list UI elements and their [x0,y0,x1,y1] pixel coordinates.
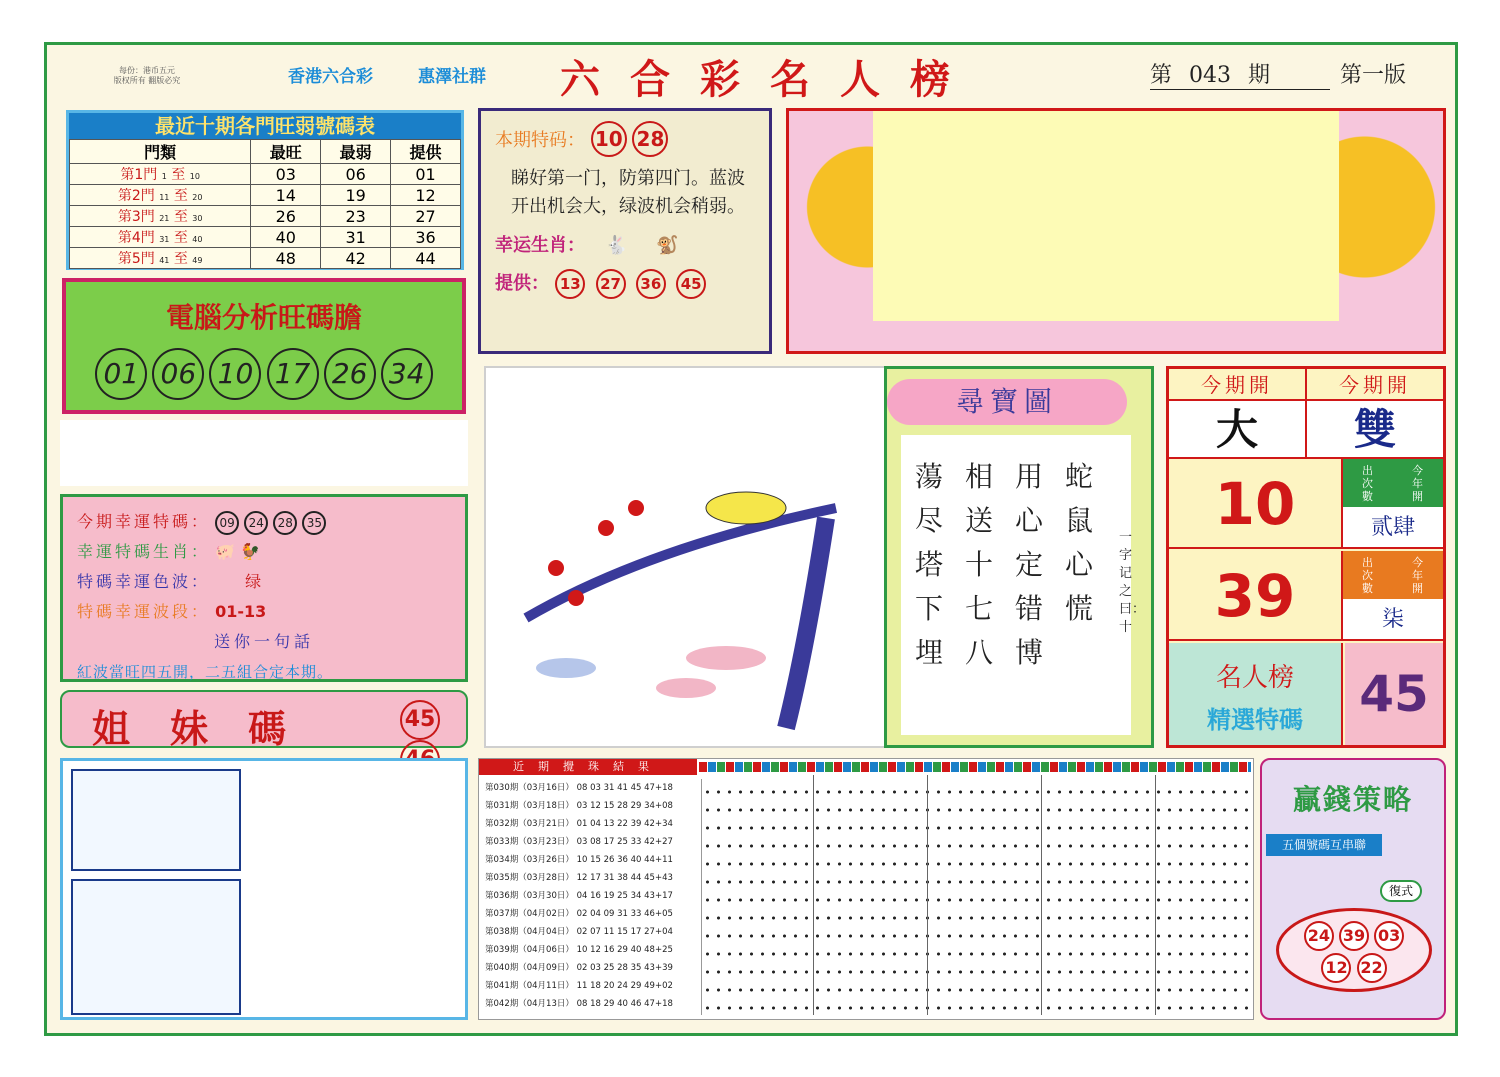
table-row [70,227,461,248]
page-title: 六合彩名人榜 [560,56,980,103]
poem-char: 蛇 [1065,460,1094,493]
history-row [485,869,697,887]
poem-col [915,455,949,675]
num2-side [1343,551,1443,599]
lucky-label-4: 特碼幸運波段： [77,602,211,621]
poem-grid [915,455,1115,715]
give-cell: 44 [391,248,461,269]
door-label: 第3門 [117,209,155,225]
open2-header: 今期開 [1307,369,1443,401]
lucky-line-3 [77,567,451,597]
history-row [485,905,697,923]
poem-char: 博 [1015,636,1044,669]
poem-char: 八 [965,636,994,669]
num2-side-a: 出次數 [1362,555,1373,595]
strategy-row-1 [1279,921,1429,951]
lucky-ball: 28 [273,511,297,535]
history-row-nums: 12 17 31 38 44 45+43 [576,873,673,883]
best-cell: 14 [251,185,321,206]
strategy-title: 贏錢策略 [1292,783,1413,816]
range-to: 49 [192,256,203,265]
squirrel-scene [486,368,884,746]
lucky-ball: 24 [244,511,268,535]
poem-char: 下 [915,592,944,625]
strategy-ball: 03 [1374,921,1404,951]
mingren-label: 名人榜 [1215,663,1294,693]
history-row-nums: 11 18 20 24 29 49+02 [576,981,673,991]
lucky-ball: 09 [215,511,239,535]
table-header: 提供 [391,140,461,164]
num1-side-a: 出次數 [1362,463,1373,503]
special-ball: 28 [632,121,668,157]
brand-1: 香港六合彩 [288,67,373,87]
best-cell: 40 [251,227,321,248]
copyright-text: 版权所有 翻版必究 [113,76,181,85]
treasure-box [884,366,1154,748]
lucky-line-4 [77,597,451,627]
worst-cell: 06 [321,164,391,185]
treasure-side-note: 一字记之曰：十 [1119,530,1146,635]
table-header: 最旺 [251,140,321,164]
history-row-label: 第037期（04月02日） [485,909,574,919]
num1-side [1343,459,1443,507]
banner-overlay [873,108,1339,321]
computer-analysis-inner [66,282,462,410]
range-to-label: 至 [173,188,188,204]
poem-char: 错 [1015,592,1044,625]
computer-analysis-box [62,278,466,414]
range-to-label: 至 [173,230,188,246]
poem-char: 蕩 [915,460,944,493]
sister-label: 姐妹碼 [92,707,327,751]
range-to: 10 [189,172,200,181]
range-from: 21 [159,214,170,223]
table-header: 門類 [70,140,251,164]
zodiac-row [495,231,755,257]
range-to: 40 [192,235,203,244]
treasure-title: 尋寶圖 [887,379,1127,425]
history-row [485,959,697,977]
special-row [495,121,755,157]
poem-char: 塔 [915,548,944,581]
worst-cell: 19 [321,185,391,206]
poem-char: 十 [965,548,994,581]
sister-ball: 45 [400,700,440,740]
history-row [485,833,697,851]
range-to-label: 至 [173,209,188,225]
computer-numbers [66,348,462,400]
history-row-nums: 08 03 31 41 45 47+18 [576,783,673,793]
history-dot-grid [701,779,1249,1015]
history-box [478,758,1254,1020]
history-row-nums: 08 18 29 40 46 47+18 [576,999,673,1009]
special-text: 睇好第一门，防第四门。蓝波开出机会大，绿波机会稍弱。 [511,168,745,217]
history-row [485,815,697,833]
poem-char: 心 [1015,504,1044,537]
worst-cell: 23 [321,206,391,227]
open2-value: 雙 [1307,401,1443,459]
lucky-label-2: 幸運特碼生肖： [77,542,211,561]
num2-value: 39 [1169,551,1343,641]
history-row-nums: 02 04 09 31 33 46+05 [576,909,673,919]
history-row-label: 第033期（03月23日） [485,837,574,847]
history-row-label: 第039期（04月06日） [485,945,574,955]
strategy-row-2 [1279,953,1429,983]
number-ball: 01 [95,348,147,400]
history-col-divider [927,775,928,1015]
history-row-nums: 03 12 15 28 29 34+08 [576,801,673,811]
lucky-ball: 35 [302,511,326,535]
brand-2: 惠澤社群 [418,67,486,87]
give-ball: 27 [596,269,626,299]
range-to-label: 至 [171,167,186,183]
strategy-ball: 12 [1321,953,1351,983]
history-row-label: 第030期（03月16日） [485,783,574,793]
issue-number [1150,58,1330,90]
computer-analysis-title: 電腦分析旺碼膽 [165,301,362,334]
open1-value: 大 [1169,401,1307,459]
open1-header: 今期開 [1169,369,1307,401]
history-row-label: 第038期（04月04日） [485,927,574,937]
history-row [485,851,697,869]
give-cell: 27 [391,206,461,227]
lucky-line-1 [77,507,451,537]
history-row [485,995,697,1013]
strategy-ball: 39 [1339,921,1369,951]
table-header-row [70,140,461,164]
worst-cell: 42 [321,248,391,269]
give-ball: 13 [555,269,585,299]
poem-char: 相 [965,460,994,493]
history-row-nums: 04 16 19 25 34 43+17 [576,891,673,901]
number-ball: 06 [152,348,204,400]
door-cell [70,248,251,269]
door-cell [70,206,251,227]
history-row-label: 第042期（04月13日） [485,999,574,1009]
history-row-label: 第032期（03月21日） [485,819,574,829]
bottom-left-box [60,758,468,1020]
door-cell [70,185,251,206]
zodiac-label: 幸运生肖： [495,235,585,256]
table-row [70,206,461,227]
num1-side-b: 今年開 [1412,463,1423,503]
lucky-line-5: 送你一句話 [213,632,314,651]
weak-strong-table-box [66,110,464,270]
num1-count: 贰肆 [1343,507,1443,549]
issue-no: 043 [1189,63,1232,88]
pig-icon: 🐖 [215,542,236,561]
deer-illustration [71,879,241,1015]
poem-col [1015,455,1049,675]
history-row-label: 第035期（03月28日） [485,873,574,883]
best-cell: 48 [251,248,321,269]
history-col-divider [813,775,814,1015]
lucky-line-6: 紅波當旺四五開，二五組合定本期。 [77,663,334,681]
range-from: 41 [159,256,170,265]
sister-box [60,690,468,751]
poem-char: 埋 [915,636,944,669]
price-text: 每份：港币五元 [119,66,175,75]
history-row [485,923,697,941]
strategy-ball: 22 [1357,953,1387,983]
poem-col [965,455,999,675]
history-row [485,887,697,905]
number-ball: 17 [267,348,319,400]
fushi-label: 復式 [1380,880,1422,902]
worst-cell: 31 [321,227,391,248]
strategy-ball: 24 [1304,921,1334,951]
poem-char: 用 [1015,460,1044,493]
history-title: 近期攪珠結果 [479,759,697,775]
history-row-label: 第036期（03月30日） [485,891,574,901]
table-header: 最弱 [321,140,391,164]
lucky-range-value: 01-13 [215,602,267,621]
banner-box [786,108,1446,354]
range-to: 30 [192,214,203,223]
strategy-oval [1276,908,1432,992]
monkey-icon: 🐒 [655,235,679,256]
rabbit-icon: 🐇 [605,235,628,256]
mingren-box [1169,643,1343,745]
give-cell: 36 [391,227,461,248]
lucky-label-1: 今期幸運特碼： [77,512,211,531]
poem-char: 慌 [1065,592,1094,625]
door-label: 第1門 [120,167,158,183]
give-cell: 01 [391,164,461,185]
table-row [70,164,461,185]
result-panel [1166,366,1446,748]
strategy-sub: 五個號碼互串聯 [1266,834,1382,856]
weak-strong-title: 最近十期各門旺弱號碼表 [69,113,461,139]
history-row [485,779,697,797]
history-row [485,941,697,959]
give-cell: 12 [391,185,461,206]
lucky-color-value: 绿 [245,572,262,591]
jingxuan-label: 精選特碼 [1207,706,1303,734]
special-box [478,108,772,354]
give-ball: 36 [636,269,666,299]
best-cell: 03 [251,164,321,185]
book-illustration [71,769,241,871]
door-label: 第4門 [117,230,155,246]
price-note [92,66,202,86]
weak-strong-table [69,139,461,269]
special-number: 45 [1345,643,1443,745]
range-from: 31 [159,235,170,244]
give-ball: 45 [676,269,706,299]
history-row-nums: 10 15 26 36 40 44+11 [576,855,673,865]
special-ball: 10 [591,121,627,157]
history-row-nums: 10 12 16 29 40 48+25 [576,945,673,955]
give-label: 提供： [495,273,549,294]
num2-count: 柒 [1343,599,1443,641]
history-row-label: 第040期（04月09日） [485,963,574,973]
poem-char: 定 [1015,548,1044,581]
num2-side-b: 今年開 [1412,555,1423,595]
poem-char: 七 [965,592,994,625]
table-row [70,248,461,269]
history-col-divider [1155,775,1156,1015]
door-label: 第5門 [117,251,155,267]
history-row-label: 第031期（03月18日） [485,801,574,811]
history-row-label: 第034期（03月26日） [485,855,574,865]
range-from: 11 [159,193,170,202]
history-header-balls [699,762,1251,772]
door-label: 第2門 [117,188,155,204]
range-to: 20 [192,193,203,202]
history-row-nums: 02 07 11 15 17 27+04 [576,927,673,937]
number-ball: 26 [324,348,376,400]
num1-value: 10 [1169,459,1343,549]
history-row [485,977,697,995]
history-row-label: 第041期（04月11日） [485,981,574,991]
issue-prefix: 第 [1150,63,1173,88]
lucky-label-3: 特碼幸運色波： [77,572,211,591]
poem-char: 尽 [915,504,944,537]
edition-label: 第一版 [1340,63,1407,88]
give-row [495,269,755,299]
range-to-label: 至 [173,251,188,267]
door-cell [70,164,251,185]
poem-char: 心 [1065,548,1094,581]
door-cell [70,227,251,248]
special-label: 本期特码： [495,130,585,151]
history-row-nums: 02 03 25 28 35 43+39 [576,963,673,973]
table-row [70,185,461,206]
squirrel-illustration [484,366,886,748]
history-list [485,779,697,1013]
number-ball: 10 [209,348,261,400]
range-from: 1 [161,172,167,181]
history-col-divider [1041,775,1042,1015]
blank-strip [60,420,468,486]
best-cell: 26 [251,206,321,227]
poem-col [1065,455,1099,631]
history-row-nums: 03 08 17 25 33 42+27 [576,837,673,847]
strategy-box [1260,758,1446,1020]
lucky-box [60,494,468,682]
history-row-nums: 01 04 13 22 39 42+34 [576,819,673,829]
lucky-line-2 [77,537,451,567]
poem-char: 送 [965,504,994,537]
history-row [485,797,697,815]
poem-char: 鼠 [1065,504,1094,537]
number-ball: 34 [381,348,433,400]
issue-suffix: 期 [1248,63,1271,88]
rooster-icon: 🐓 [240,542,261,561]
